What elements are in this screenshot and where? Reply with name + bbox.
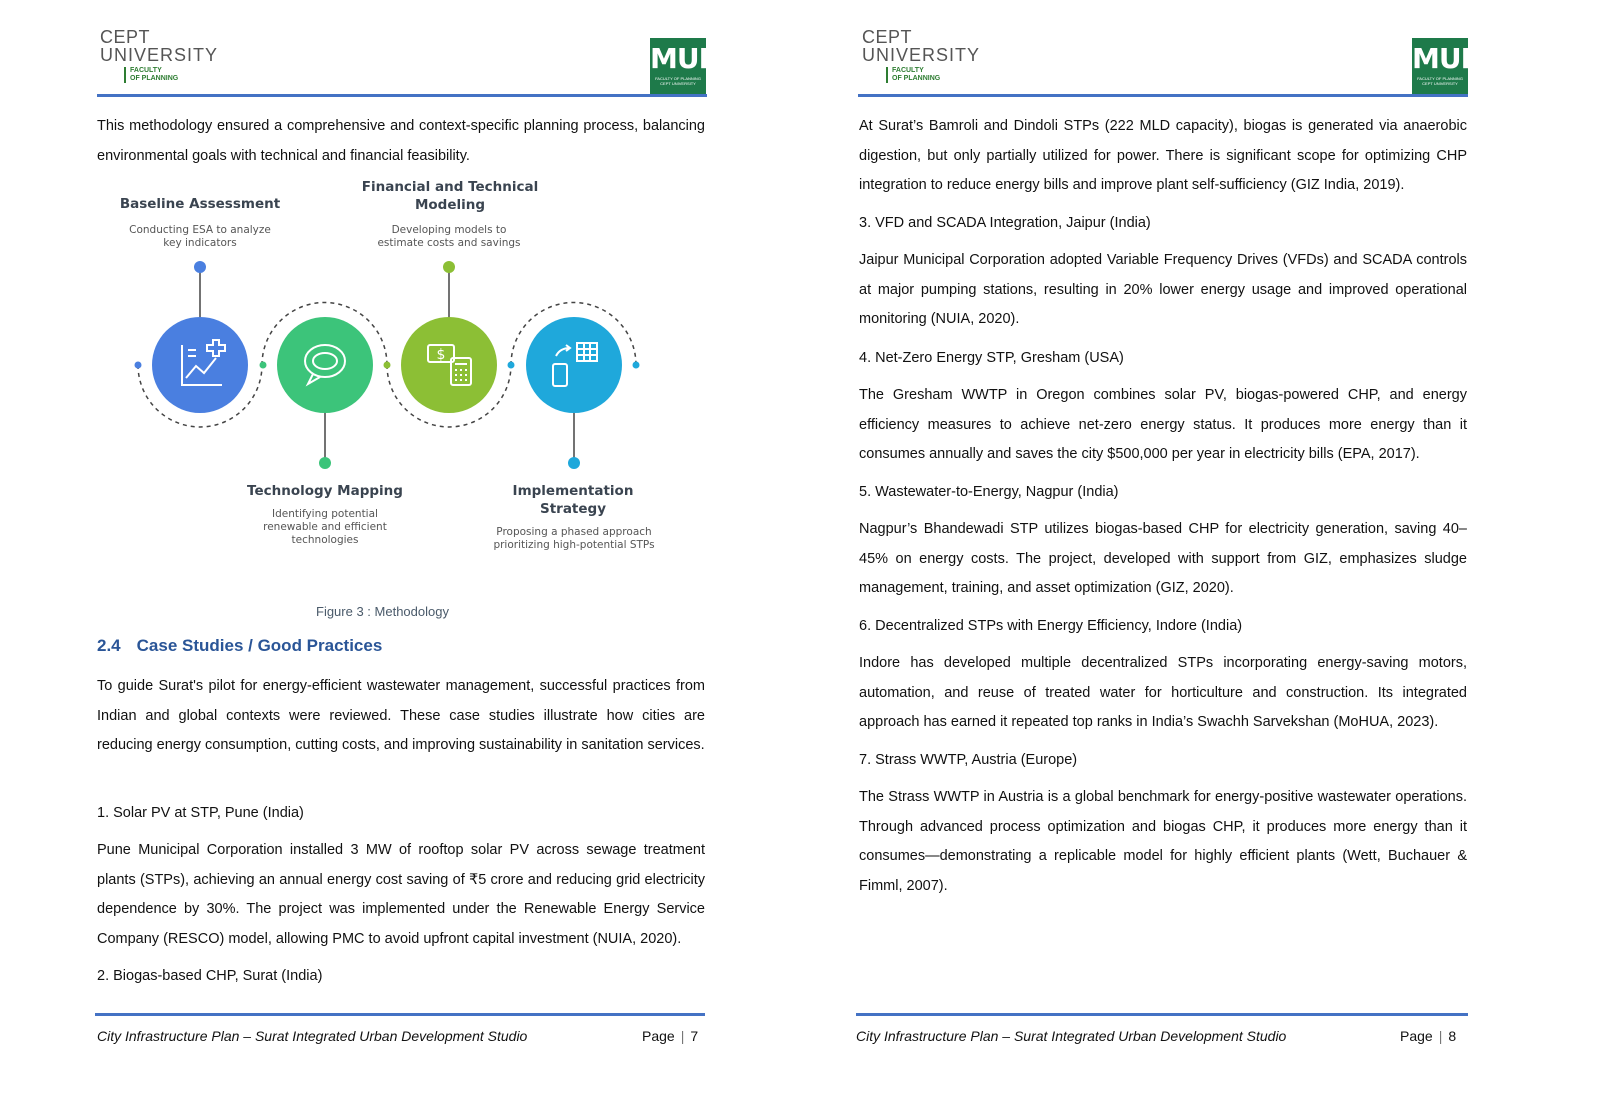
case-1-text: Pune Municipal Corporation installed 3 MW of rooftop solar PV across sewage treatment plants (STPs), achieving an annual energy cost saving of ₹5 crore and reducing grid electricity dependence by 30%. The project was implemented under the Renewable Energy Service Company (RESCO) model, allowing PMC to avoid upfront capital investment (NUIA, 2020). bbox=[97, 842, 705, 947]
case-4-title: 4. Net-Zero Energy STP, Gresham (USA) bbox=[859, 350, 1124, 366]
case-2-text: At Surat’s Bamroli and Dindoli STPs (222 MLD capacity), biogas is generated via anaerobic digestion, but only partially utilized for power. There is significant scope for optimizing CHP integration to reduce energy bills and improve plant self-sufficiency (GIZ India, 2019). bbox=[859, 118, 1467, 193]
header-rule bbox=[858, 94, 1468, 97]
case-3-text: Jaipur Municipal Corporation adopted Variable Frequency Drives (VFDs) and SCADA controls at major pumping stations, resulting in 20% lower energy usage and improved operational monitoring (NUIA, 2020). bbox=[859, 252, 1467, 327]
footer-title: City Infrastructure Plan – Surat Integrated Urban Development Studio bbox=[856, 1028, 1287, 1044]
case-3-title: 3. VFD and SCADA Integration, Jaipur (India) bbox=[859, 215, 1151, 231]
case-7-title: 7. Strass WWTP, Austria (Europe) bbox=[859, 752, 1078, 768]
cept-university-logo: CEPT UNIVERSITY FACULTY OF PLANNING bbox=[100, 27, 219, 82]
case-4-text: The Gresham WWTP in Oregon combines solar PV, biogas-powered CHP, and energy efficiency measures to achieve net-zero energy status. It produces more energy than it consumes annually and saves the city $500,000 per year in electricity bills (EPA, 2017). bbox=[859, 387, 1467, 462]
case-studies-intro: To guide Surat's pilot for energy-efficient wastewater management, successful practices from Indian and global contexts were reviewed. These case studies illustrate how cities are reducing energy consumption, cutting costs, and improving sustainability in sanitation services. bbox=[97, 678, 705, 753]
step-desc-baseline: Conducting ESA to analyze key indicators bbox=[129, 224, 271, 249]
footer-title: City Infrastructure Plan – Surat Integrated Urban Development Studio bbox=[97, 1028, 528, 1044]
case-1-title: 1. Solar PV at STP, Pune (India) bbox=[97, 805, 304, 821]
step-desc-technology: Identifying potential renewable and efficient technologies bbox=[263, 508, 387, 546]
step-desc-implementation: Proposing a phased approach prioritizing high-potential STPs bbox=[493, 526, 655, 551]
section-heading: 2.4 Case Studies / Good Practices bbox=[97, 636, 383, 655]
step-title-baseline: Baseline Assessment bbox=[119, 196, 281, 212]
page-8 bbox=[800, 0, 1600, 1119]
svg-text:$: $ bbox=[436, 347, 446, 363]
case-2-title: 2. Biogas-based CHP, Surat (India) bbox=[97, 968, 323, 984]
step-desc-modeling: Developing models to estimate costs and savings bbox=[377, 224, 521, 249]
footer-rule bbox=[95, 1013, 705, 1016]
case-5-text: Nagpur’s Bhandewadi STP utilizes biogas-based CHP for electricity generation, saving 40–45% on energy costs. The project, developed with support from GIZ, emphasizes sludge management, training, and asset optimization (GIZ, 2020). bbox=[859, 521, 1467, 596]
page-number: Page | 8 bbox=[1400, 1028, 1457, 1044]
step-title-implementation: Implementation Strategy bbox=[512, 483, 634, 517]
case-6-title: 6. Decentralized STPs with Energy Efficiency, Indore (India) bbox=[859, 618, 1243, 634]
case-5-title: 5. Wastewater-to-Energy, Nagpur (India) bbox=[859, 484, 1119, 500]
case-7-text: The Strass WWTP in Austria is a global benchmark for energy-positive wastewater operations. Through advanced process optimization and biogas CHP, it produces more energy than it consumes—demonstrating a replicable model for highly efficient plants (Wett, Buchauer & Fimml, 2007). bbox=[859, 789, 1467, 894]
figure-caption: Figure 3 : Methodology bbox=[316, 604, 449, 619]
footer-rule bbox=[856, 1013, 1468, 1016]
step-title-modeling: Financial and Technical Modeling bbox=[361, 179, 539, 213]
step-title-technology: Technology Mapping bbox=[247, 483, 403, 499]
mui-logo: MUI FACULTY OF PLANNING CEPT UNIVERSITY bbox=[1412, 38, 1468, 94]
page-number: Page | 7 bbox=[642, 1028, 699, 1044]
cept-university-logo: CEPT UNIVERSITY FACULTY OF PLANNING bbox=[862, 27, 981, 82]
case-6-text: Indore has developed multiple decentralized STPs incorporating energy-saving motors, automation, and reuse of treated water for horticulture and construction. Its integrated approach has earned it repeated top ranks in India’s Swachh Sarvekshan (MoHUA, 2023). bbox=[859, 655, 1467, 730]
intro-paragraph: This methodology ensured a comprehensive and context-specific planning process, balancing environmental goals with technical and financial feasibility. bbox=[97, 118, 705, 164]
mui-logo: MUI FACULTY OF PLANNING CEPT UNIVERSITY bbox=[650, 38, 706, 94]
